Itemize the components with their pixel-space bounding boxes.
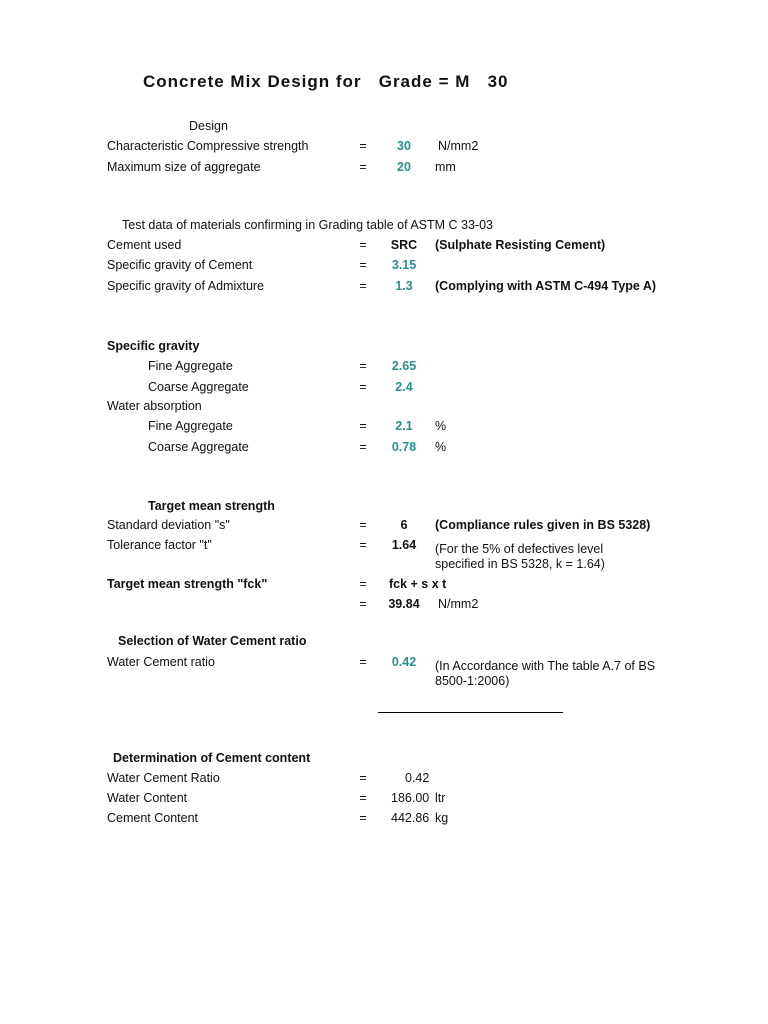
sg-cement-label: Specific gravity of Cement <box>107 258 253 272</box>
cement-content-unit: kg <box>435 811 449 825</box>
max-aggregate-unit: mm <box>435 160 456 174</box>
sg-admixture-label: Specific gravity of Admixture <box>107 279 265 293</box>
design-heading: Design <box>189 119 228 133</box>
water-content-unit: ltr <box>435 791 446 805</box>
tolerance-value: 1.64 <box>391 538 417 552</box>
max-aggregate-eq: = <box>359 160 367 174</box>
water-absorption-heading: Water absorption <box>107 399 202 413</box>
wa-coarse-unit: % <box>435 440 447 454</box>
title-grade-label: Grade = M <box>378 72 471 91</box>
std-dev-value: 6 <box>400 518 408 532</box>
wa-fine-unit: % <box>435 419 447 433</box>
wc-ratio-note: (In Accordance with The table A.7 of BS 8500-1:2006) <box>435 659 656 688</box>
wa-fine-label: Fine Aggregate <box>148 419 233 433</box>
char-strength-label: Characteristic Compressive strength <box>107 139 309 153</box>
tms-formula: fck + s x t <box>389 577 447 591</box>
cement-used-note: (Sulphate Resisting Cement) <box>435 238 606 252</box>
cement-used-label: Cement used <box>107 238 182 252</box>
wa-fine-value: 2.1 <box>395 419 413 433</box>
sg-cement-eq: = <box>359 258 367 272</box>
wc-ratio2-eq: = <box>359 771 367 785</box>
tolerance-label: Tolerance factor "t" <box>107 538 212 552</box>
cement-content-eq: = <box>359 811 367 825</box>
sg-admixture-eq: = <box>359 279 367 293</box>
wc-ratio-label: Water Cement ratio <box>107 655 215 669</box>
wc-selection-heading: Selection of Water Cement ratio <box>118 634 307 648</box>
cement-used-value: SRC <box>390 238 418 252</box>
sg-coarse-eq: = <box>359 380 367 394</box>
std-dev-eq: = <box>359 518 367 532</box>
tms-result-eq: = <box>359 597 367 611</box>
max-aggregate-value: 20 <box>397 160 411 174</box>
wa-fine-eq: = <box>359 419 367 433</box>
cement-content-heading: Determination of Cement content <box>113 751 311 765</box>
tms-result-value: 39.84 <box>388 597 420 611</box>
tolerance-note: (For the 5% of defectives level specified in BS 5328, k = 1.64) <box>435 542 605 571</box>
section-divider <box>378 712 563 713</box>
cement-content-label: Cement Content <box>107 811 199 825</box>
tolerance-eq: = <box>359 538 367 552</box>
sg-coarse-value: 2.4 <box>395 380 413 394</box>
tms-label: Target mean strength "fck" <box>107 577 268 591</box>
page-title <box>143 74 508 89</box>
wa-coarse-value: 0.78 <box>391 440 417 454</box>
cement-content-value: 442.86 <box>391 811 430 825</box>
water-content-label: Water Content <box>107 791 188 805</box>
char-strength-value: 30 <box>397 139 411 153</box>
sg-cement-value: 3.15 <box>391 258 417 272</box>
sg-admixture-value: 1.3 <box>395 279 413 293</box>
sg-admixture-note: (Complying with ASTM C-494 Type A) <box>435 279 657 293</box>
char-strength-unit: N/mm2 <box>438 139 479 153</box>
sg-fine-eq: = <box>359 359 367 373</box>
title-prefix: Concrete Mix Design for <box>143 72 362 91</box>
wc-ratio-eq: = <box>359 655 367 669</box>
char-strength-eq: = <box>359 139 367 153</box>
water-content-value: 186.00 <box>391 791 430 805</box>
title-grade-value: 30 <box>487 72 509 91</box>
wc-ratio2-value: 0.42 <box>405 771 430 785</box>
specific-gravity-heading: Specific gravity <box>107 339 200 353</box>
water-content-eq: = <box>359 791 367 805</box>
tms-eq: = <box>359 577 367 591</box>
sg-coarse-label: Coarse Aggregate <box>148 380 249 394</box>
wc-ratio2-label: Water Cement Ratio <box>107 771 220 785</box>
wa-coarse-label: Coarse Aggregate <box>148 440 249 454</box>
wa-coarse-eq: = <box>359 440 367 454</box>
tms-result-unit: N/mm2 <box>438 597 479 611</box>
materials-heading: Test data of materials confirming in Grading table of ASTM C 33-03 <box>122 218 494 232</box>
sg-fine-label: Fine Aggregate <box>148 359 233 373</box>
target-heading: Target mean strength <box>148 499 275 513</box>
wc-ratio-value: 0.42 <box>391 655 417 669</box>
max-aggregate-label: Maximum size of aggregate <box>107 160 261 174</box>
std-dev-note: (Compliance rules given in BS 5328) <box>435 518 651 532</box>
cement-used-eq: = <box>359 238 367 252</box>
sg-fine-value: 2.65 <box>391 359 417 373</box>
std-dev-label: Standard deviation "s" <box>107 518 230 532</box>
